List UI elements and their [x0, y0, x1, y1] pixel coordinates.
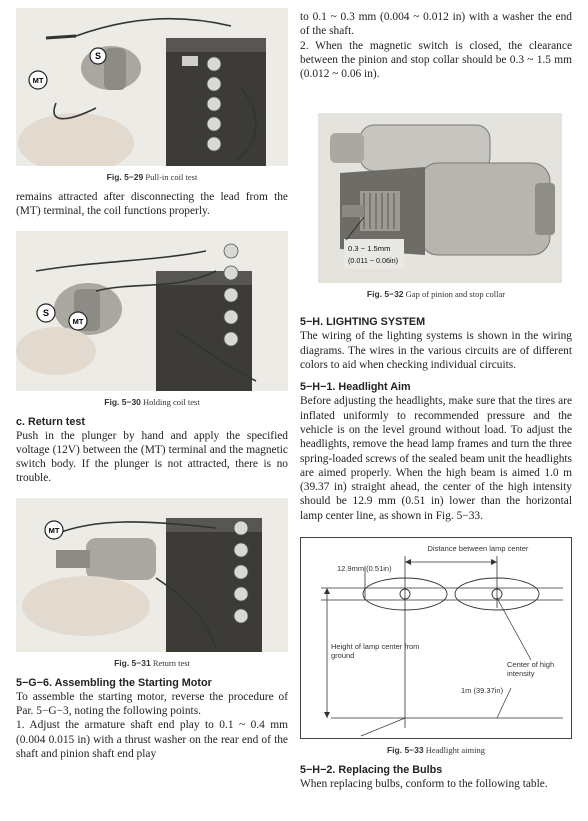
fig-5-32-photo — [300, 103, 572, 283]
paragraph-end-play-cont: to 0.1 ~ 0.3 mm (0.004 ~ 0.012 in) with a washer the end of the shaft. — [300, 11, 572, 38]
gap-label-mm: 0.3 − 1.5mm — [348, 244, 391, 254]
terminal-mt-label: MT — [32, 76, 44, 85]
paragraph-5-h-1: Before adjusting the headlights, make sure that the tires are inflated uniformly to recommended pressure and the vehicle is on the level ground without load. To adjust the headlights, remove the head lamp frames and turn the three spring-loaded screws of the sealed beam unit the headlights are aimed properly. When the high beam is aimed 1.0 m (39.37 in) straight ahead, the center of the high intensity should be 12.9 mm (0.51 in) lower than the horizontal lamp center line, as shown in Fig. 5−33. — [300, 395, 572, 522]
gap-label-in: (0.011 − 0.06in) — [348, 256, 399, 266]
paragraph-return-test: Push in the plunger by hand and apply the specified voltage (12V) between the (MT) terminal and the magnetic switch body. If the plunger is not attracted, there is no trouble. — [16, 429, 288, 485]
heading-5-h-2: 5−H−2. Replacing the Bulbs — [300, 764, 443, 777]
paragraph-clearance: 2. When the magnetic switch is closed, the clearance between the pinion and stop collar should be 0.3 ~ 1.5 mm (0.012 ~ 0.06 in). — [300, 39, 572, 81]
left-column — [16, 0, 288, 761]
high-intensity-label: Center of high intensity — [507, 660, 555, 679]
paragraph-5-g-6: To assemble the starting motor, reverse the procedure of Par. 5−G−3, noting the following points. — [16, 690, 288, 718]
magnetic-switch — [86, 538, 156, 580]
heading-5-h: 5−H. LIGHTING SYSTEM — [300, 316, 426, 329]
return-test-illustration — [16, 498, 288, 652]
range-label: 1m (39.37in) — [461, 686, 504, 696]
battery — [166, 518, 262, 652]
return-test-heading: c. Return test — [16, 415, 85, 428]
drop-label: 12.9mm (0.51in) — [337, 564, 392, 574]
right-column — [300, 0, 572, 791]
terminal-mt-label: MT — [48, 525, 60, 535]
paragraph-5-g-6-item-1: 1. Adjust the armature shaft end play to 0.1 ~ 0.4 mm (0.004 0.015 in) with a thrust washer on the rear end of the shaft and pinion shaft end play — [16, 719, 288, 760]
fig-5-30-caption: Fig. 5−30 Holding coil test — [104, 396, 200, 407]
fig-5-33-diagram — [300, 537, 572, 739]
paragraph-5-h-2: When replacing bulbs, conform to the following table. — [300, 778, 548, 791]
terminal-s-label: S — [42, 307, 50, 318]
fig-5-32-caption: Fig. 5−32 Gap of pinion and stop collar — [366, 289, 506, 300]
distance-label: Distance between lamp center — [427, 544, 529, 554]
terminal-mt-label: MT — [72, 316, 84, 326]
fig-5-29-caption: Fig. 5−29 Pull-in coil test — [106, 172, 198, 182]
holding-coil-test-illustration — [16, 231, 288, 391]
fig-5-33-caption: Fig. 5−33 Headlight aiming — [386, 745, 485, 756]
fig-5-29-photo — [16, 8, 288, 166]
fig-5-31-photo — [16, 498, 288, 652]
starter-motor-illustration — [300, 103, 572, 283]
battery — [156, 271, 252, 391]
fig-5-30-photo — [16, 231, 288, 391]
terminal-s-label: S — [94, 51, 102, 61]
fig-5-31-caption: Fig. 5−31 Return test — [114, 657, 190, 668]
paragraph-coil-functions: remains attracted after disconnecting the lead from the (MT) terminal, the coil functions properly. — [16, 191, 288, 218]
heading-5-g-6: 5−G−6. Assembling the Starting Motor — [16, 676, 212, 689]
paragraph-5-h: The wiring of the lighting systems is shown in the wiring diagrams. The wires in the various circuits are of different colors to aid when checking individual circuits. — [300, 330, 572, 372]
height-label: Height of lamp center from ground — [331, 642, 420, 661]
pull-in-coil-test-illustration — [16, 8, 288, 166]
heading-5-h-1: 5−H−1. Headlight Aim — [300, 381, 411, 394]
